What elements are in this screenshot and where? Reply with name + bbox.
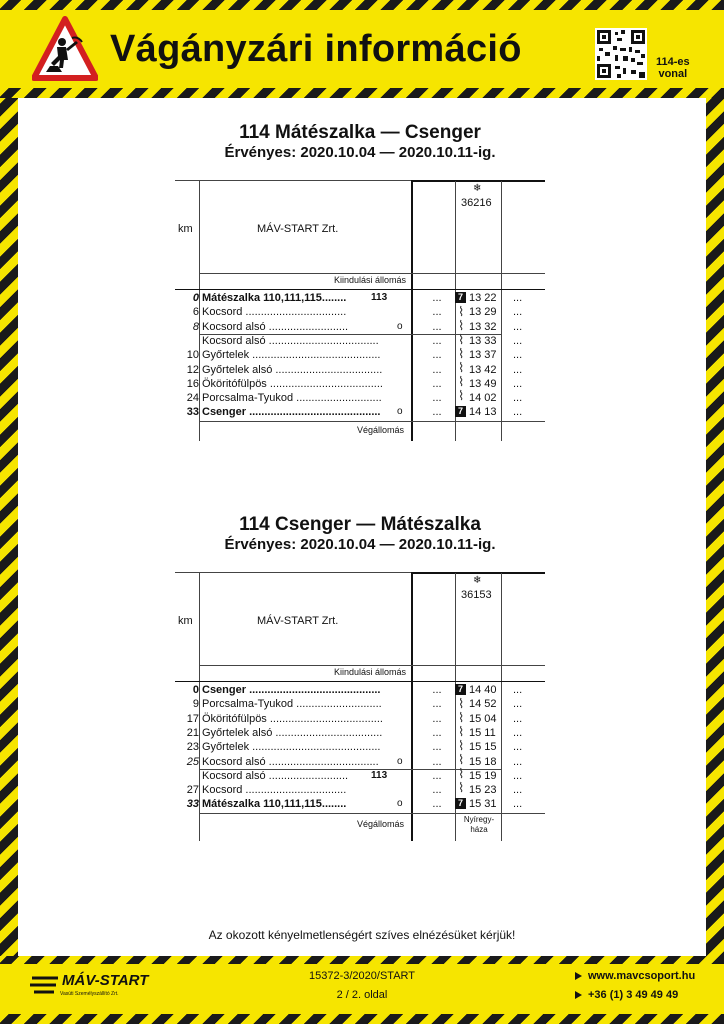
row-station: Mátészalka 110,111,115........ (202, 798, 347, 811)
row-km: 33 (186, 406, 199, 419)
row-dots: ... (432, 784, 442, 797)
row-station: Kocsord ................................. (202, 784, 347, 797)
day-marker: 7 (455, 292, 466, 303)
hazard-stripe-left (0, 98, 18, 964)
website-link[interactable] (575, 970, 695, 982)
row-time: 14 52 (469, 698, 497, 711)
table-row (175, 712, 545, 726)
table-row (175, 683, 545, 697)
row-time: 13 29 (469, 306, 497, 319)
row-end: ... (513, 712, 523, 725)
km-header: km (178, 223, 193, 235)
timetable-title: 114 Csenger — Mátészalka (239, 514, 481, 535)
row-dots: ... (432, 741, 442, 754)
row-station: Ököritófülpös ..................................... (202, 377, 383, 390)
table-row (175, 391, 545, 405)
arrival-label: Végállomás (357, 425, 405, 435)
train-number: 36216 (461, 197, 492, 209)
row-flag: o (397, 755, 403, 767)
row-time: 13 33 (469, 334, 497, 347)
row-dots: ... (432, 377, 442, 390)
brand-logo: MÁV-START (62, 972, 149, 989)
row-time: 15 18 (469, 755, 497, 768)
row-time: 15 31 (469, 798, 497, 811)
hazard-stripe (0, 88, 724, 98)
row-station: Ököritófülpös ..................................... (202, 712, 383, 725)
row-dots: ... (432, 392, 442, 405)
row-end: ... (513, 769, 523, 782)
row-dots: ... (432, 292, 442, 304)
row-km: 0 (192, 292, 199, 304)
row-station: Porcsalma-Tyukod ............................ (202, 392, 382, 405)
row-dots: ... (432, 306, 442, 319)
row-station: Kocsord ................................. (202, 306, 347, 319)
row-time: 13 49 (469, 377, 497, 390)
table-row (175, 405, 545, 419)
website-text: www.mavcsoport.hu (588, 970, 696, 982)
row-dots: ... (432, 769, 442, 782)
grid-line (199, 665, 545, 666)
timetable-grid (175, 180, 545, 440)
row-dots: ... (432, 712, 442, 725)
row-time: 15 04 (469, 712, 497, 725)
row-end: ... (513, 726, 523, 739)
snowflake-icon: ❄ (473, 575, 482, 586)
table-row (175, 291, 545, 305)
row-dots: ... (432, 684, 442, 696)
row-dots: ... (432, 798, 442, 811)
row-flag: o (397, 406, 403, 418)
row-km: 6 (192, 306, 199, 319)
phone-link[interactable] (575, 989, 678, 1001)
timetable-validity: Érvényes: 2020.10.04 — 2020.10.11-ig. (224, 144, 496, 161)
table-row (175, 740, 545, 754)
row-station: Mátészalka 110,111,115........ (202, 292, 347, 304)
row-dots: ... (432, 698, 442, 711)
hazard-stripe-right (706, 98, 724, 964)
destination-note (459, 815, 499, 835)
row-end: ... (513, 334, 523, 347)
row-station: Kocsord alsó .......................... (202, 320, 349, 333)
grid-line (199, 421, 545, 422)
table-row (175, 377, 545, 391)
row-end: ... (513, 406, 523, 419)
timetable-matészalka-csenger (175, 122, 545, 435)
row-station: Győrtelek alsó ................................... (202, 726, 383, 739)
row-end: ... (513, 755, 523, 768)
table-row (175, 334, 545, 348)
grid-line (199, 273, 545, 274)
line-label (656, 56, 690, 80)
row-dots: ... (432, 363, 442, 376)
snowflake-icon: ❄ (473, 183, 482, 194)
row-station: Győrtelek .......................................... (202, 349, 381, 362)
row-station: Győrtelek .......................................... (202, 741, 381, 754)
departure-label: Kiindulási állomás (334, 275, 407, 285)
row-km: 23 (186, 741, 199, 754)
document-reference: 15372-3/2020/START (309, 970, 415, 982)
row-dots: ... (432, 726, 442, 739)
row-time: 13 37 (469, 349, 497, 362)
row-time: 15 19 (469, 769, 497, 782)
arrow-right-icon (575, 972, 582, 980)
grid-line (175, 681, 545, 682)
hazard-stripe (0, 0, 724, 10)
row-end: ... (513, 363, 523, 376)
grid-thick-top (411, 572, 545, 574)
row-end: ... (513, 306, 523, 319)
row-km: 27 (186, 784, 199, 797)
row-time: 14 02 (469, 392, 497, 405)
row-flag: 113 (371, 769, 388, 781)
table-row (175, 755, 545, 769)
operator-label: MÁV-START Zrt. (257, 223, 339, 235)
row-station: Kocsord alsó .......................... (202, 769, 349, 782)
row-km: 17 (186, 712, 199, 725)
row-dots: ... (432, 406, 442, 419)
km-header: km (178, 615, 193, 627)
row-station: Győrtelek alsó ................................... (202, 363, 383, 376)
row-km: 25 (186, 755, 199, 768)
row-end: ... (513, 392, 523, 405)
row-km: 9 (192, 698, 199, 711)
row-km: 8 (192, 320, 199, 333)
row-km: 0 (192, 684, 199, 696)
row-km: 16 (186, 377, 199, 390)
table-row (175, 697, 545, 711)
table-row (175, 320, 545, 334)
row-flag: 113 (371, 292, 388, 303)
table-row (175, 726, 545, 740)
destination-note-line: Nyíregy- (463, 815, 495, 824)
row-km: 33 (186, 798, 199, 811)
row-km: 12 (186, 363, 199, 376)
day-marker: 7 (455, 798, 466, 809)
row-flag: o (397, 798, 403, 810)
table-row (175, 783, 545, 797)
timetable-csenger-matészalka (175, 514, 545, 834)
row-station: Csenger ........................................... (202, 684, 381, 696)
table-row (175, 363, 545, 377)
row-time: 15 15 (469, 741, 497, 754)
phone-text: +36 (1) 3 49 49 49 (588, 989, 679, 1001)
row-km: 24 (186, 392, 199, 405)
timetable-title: 114 Mátészalka — Csenger (239, 122, 481, 143)
day-marker: 7 (455, 684, 466, 695)
row-station: Csenger ........................................... (202, 406, 381, 419)
through-line-icon: ⌇ ⌇ ⌇ ⌇ ⌇ ⌇ ⌇ (458, 696, 465, 795)
row-end: ... (513, 377, 523, 390)
row-station: Kocsord alsó .................................... (202, 334, 379, 347)
row-time: 15 23 (469, 784, 497, 797)
timetable-grid (175, 572, 545, 840)
row-time: 13 22 (469, 292, 497, 304)
row-dots: ... (432, 334, 442, 347)
qr-code-icon[interactable] (595, 28, 647, 80)
row-dots: ... (432, 349, 442, 362)
row-station: Kocsord alsó .................................... (202, 755, 379, 768)
table-row (175, 305, 545, 319)
row-time: 15 11 (469, 726, 496, 739)
row-end: ... (513, 320, 523, 333)
train-number: 36153 (461, 589, 492, 601)
grid-line (199, 813, 545, 814)
row-time: 13 42 (469, 363, 497, 376)
row-time: 13 32 (469, 320, 497, 333)
table-row (175, 797, 545, 811)
row-km: 21 (186, 726, 199, 739)
departure-label: Kiindulási állomás (334, 667, 407, 677)
row-end: ... (513, 349, 523, 362)
grid-thick-top (411, 180, 545, 182)
arrival-label: Végállomás (357, 819, 405, 829)
arrow-right-icon (575, 991, 582, 999)
row-end: ... (513, 698, 523, 711)
grid-line (175, 289, 545, 290)
row-end: ... (513, 741, 523, 754)
brand-subtitle: Vasúti Személyszállító Zrt. (60, 991, 119, 997)
line-label-word: vonal (658, 68, 688, 80)
table-row (175, 769, 545, 783)
row-end: ... (513, 292, 523, 304)
operator-label: MÁV-START Zrt. (257, 615, 339, 627)
day-marker: 7 (455, 406, 466, 417)
row-station: Porcsalma-Tyukod ............................ (202, 698, 382, 711)
apology-note: Az okozott kényelmetlenségért szíves elnézésüket kérjük! (208, 928, 516, 942)
hazard-stripe (0, 1014, 724, 1024)
hazard-stripe (0, 956, 724, 964)
row-time: 14 40 (469, 684, 497, 696)
destination-note-line: háza (470, 825, 488, 834)
line-label-number: 114-es (656, 56, 690, 68)
through-line-icon: ⌇ ⌇ ⌇ ⌇ ⌇ ⌇ ⌇ (458, 304, 465, 403)
row-flag: o (397, 320, 403, 332)
row-end: ... (513, 684, 523, 696)
row-dots: ... (432, 320, 442, 333)
row-time: 14 13 (469, 406, 497, 419)
page-title: Vágányzári információ (110, 28, 522, 70)
page-number: 2 / 2. oldal (336, 989, 388, 1001)
timetable-validity: Érvényes: 2020.10.04 — 2020.10.11-ig. (224, 536, 496, 553)
roadworks-warning-icon (32, 16, 98, 82)
row-end: ... (513, 784, 523, 797)
row-dots: ... (432, 755, 442, 768)
table-row (175, 348, 545, 362)
row-km: 10 (186, 349, 199, 362)
row-end: ... (513, 798, 523, 811)
